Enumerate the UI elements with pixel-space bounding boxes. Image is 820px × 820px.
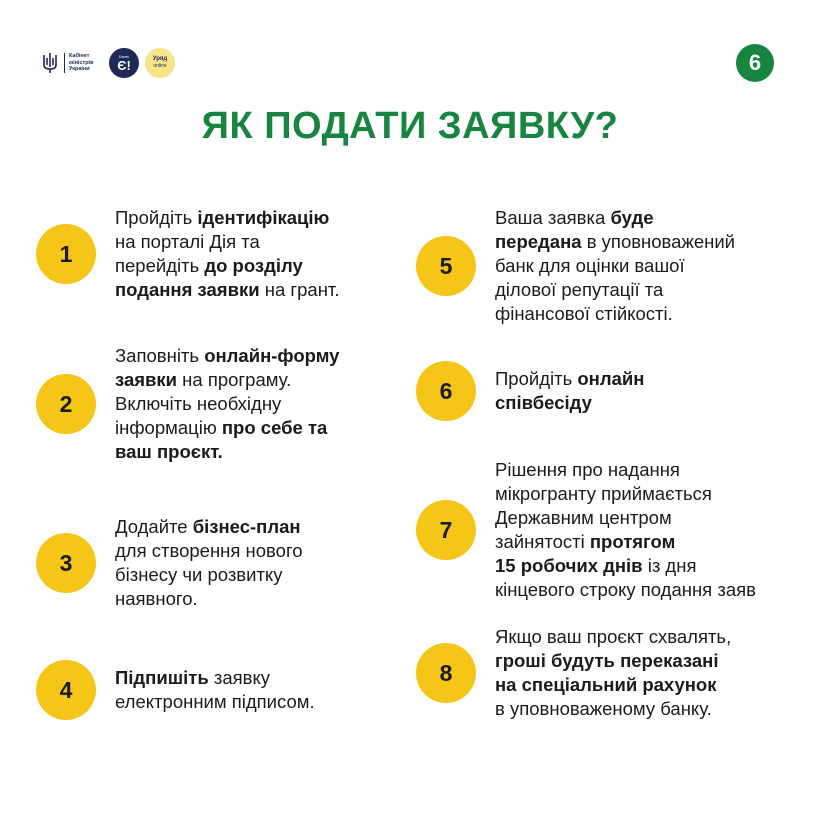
diia-business-logo <box>109 48 139 78</box>
page-title: ЯК ПОДАТИ ЗАЯВКУ? <box>201 105 619 147</box>
step-8 <box>416 625 731 721</box>
step-text <box>115 515 303 611</box>
step-number-circle: 8 <box>416 643 476 703</box>
step-text-regular: бізнесу чи розвитку <box>115 564 283 585</box>
step-text-regular: Якщо ваш проєкт схвалять, <box>495 626 732 647</box>
step-text-regular: на порталі Дія та <box>115 231 260 252</box>
step-text-line <box>495 673 731 697</box>
step-text-line <box>495 206 735 230</box>
step-text-line <box>495 506 756 530</box>
step-text-regular: в уповноваженому банку. <box>495 698 712 719</box>
step-text-regular: заявку <box>208 667 271 688</box>
step-text-bold: на спеціальний рахунок <box>495 674 717 695</box>
step-text-regular: Ваша заявка <box>495 207 611 228</box>
step-text-regular: банк для оцінки вашої <box>495 255 685 276</box>
step-text-line <box>495 697 731 721</box>
step-text-line <box>115 278 339 302</box>
uryad-online-logo <box>145 48 175 78</box>
step-text <box>495 367 644 415</box>
step-text-bold: 15 робочих днів <box>495 555 643 576</box>
uryad-logo-line2: online <box>153 63 167 69</box>
step-text <box>495 206 735 326</box>
step-6 <box>416 361 644 421</box>
step-text-bold: ваш проєкт. <box>115 441 223 462</box>
step-text-bold: бізнес-план <box>192 516 301 537</box>
cabinet-logo-text: Кабінет міністрів України <box>64 53 105 73</box>
step-text-line <box>495 578 756 602</box>
step-number-circle: 6 <box>416 361 476 421</box>
step-text-bold: ідентифікацію <box>197 207 330 228</box>
step-text <box>495 625 731 721</box>
step-text-line <box>495 302 735 326</box>
step-text <box>115 666 315 714</box>
step-text-regular: перейдіть <box>115 255 205 276</box>
step-text-line <box>495 482 756 506</box>
step-text-bold: співбесіду <box>495 392 592 413</box>
step-text-line <box>495 625 731 649</box>
diia-logo-big-text: Є! <box>117 57 131 73</box>
step-text-line <box>495 458 756 482</box>
step-text-line <box>115 416 339 440</box>
step-text-regular: мікрогранту приймається <box>495 483 712 504</box>
step-number-circle: 1 <box>36 224 96 284</box>
step-text-line <box>495 391 644 415</box>
step-text-regular: для створення нового <box>115 540 303 561</box>
diia-logo-small-text: Бізнес <box>118 54 130 59</box>
step-text-line <box>115 230 339 254</box>
step-text-regular: зайнятості <box>495 531 590 552</box>
step-7 <box>416 458 756 602</box>
step-text-line <box>115 440 339 464</box>
step-text-line <box>115 344 339 368</box>
step-text-line <box>495 530 756 554</box>
step-text-line <box>115 368 339 392</box>
step-text-bold: онлайн <box>577 368 645 389</box>
step-text-line <box>495 649 731 673</box>
step-text-bold: онлайн-форму <box>204 345 340 366</box>
step-text-regular: Заповніть <box>115 345 205 366</box>
step-text-bold: гроші будуть переказані <box>495 650 719 671</box>
step-text-regular: Включіть необхідну <box>115 393 282 414</box>
step-number-circle: 7 <box>416 500 476 560</box>
step-text-regular: в уповноважений <box>581 231 736 252</box>
step-text-bold: подання заявки <box>115 279 260 300</box>
step-number-circle: 2 <box>36 374 96 434</box>
step-number-circle: 4 <box>36 660 96 720</box>
step-text-bold: до розділу <box>204 255 303 276</box>
step-5 <box>416 206 735 326</box>
step-text-regular: кінцевого строку подання заяв <box>495 579 756 600</box>
step-text-bold: про себе та <box>221 417 328 438</box>
step-text-bold: Підпишіть <box>115 667 209 688</box>
step-text-line <box>115 690 315 714</box>
step-3 <box>36 515 303 611</box>
step-text-line <box>115 539 303 563</box>
step-text-regular: Державним центром <box>495 507 672 528</box>
step-4 <box>36 660 315 720</box>
step-text-line <box>495 367 644 391</box>
step-text-regular: Рішення про надання <box>495 459 680 480</box>
header-logos <box>42 48 175 78</box>
step-text-bold: буде <box>610 207 654 228</box>
step-text-regular: фінансової стійкості. <box>495 303 673 324</box>
step-number-circle: 5 <box>416 236 476 296</box>
step-text-regular: на програму. <box>177 369 292 390</box>
step-text-line <box>495 554 756 578</box>
step-1 <box>36 206 339 302</box>
trident-icon <box>42 52 58 74</box>
step-text-regular: Додайте <box>115 516 193 537</box>
step-text-bold: передана <box>495 231 582 252</box>
step-text-bold: протягом <box>589 531 676 552</box>
step-text-regular: із дня <box>642 555 697 576</box>
step-text-regular: електронним підписом. <box>115 691 315 712</box>
step-text-regular: Пройдіть <box>495 368 578 389</box>
step-text-line <box>115 206 339 230</box>
step-text-line <box>115 666 315 690</box>
step-text-regular: наявного. <box>115 588 198 609</box>
step-text-bold: заявки <box>115 369 178 390</box>
step-text-line <box>495 278 735 302</box>
step-text-regular: інформацію <box>115 417 222 438</box>
step-text <box>115 206 339 302</box>
step-text-line <box>115 563 303 587</box>
step-text-regular: на грант. <box>259 279 340 300</box>
step-text <box>495 458 756 602</box>
step-text-line <box>115 515 303 539</box>
step-text-line <box>115 254 339 278</box>
uryad-logo-line1: Уряд <box>152 56 168 62</box>
step-number-circle: 3 <box>36 533 96 593</box>
step-text-regular: ділової репутації та <box>495 279 664 300</box>
step-text-line <box>115 587 303 611</box>
step-2 <box>36 344 339 464</box>
step-text <box>115 344 339 464</box>
step-text-line <box>115 392 339 416</box>
step-text-line <box>495 230 735 254</box>
step-text-regular: Пройдіть <box>115 207 198 228</box>
page-number-badge: 6 <box>736 44 774 82</box>
step-text-line <box>495 254 735 278</box>
